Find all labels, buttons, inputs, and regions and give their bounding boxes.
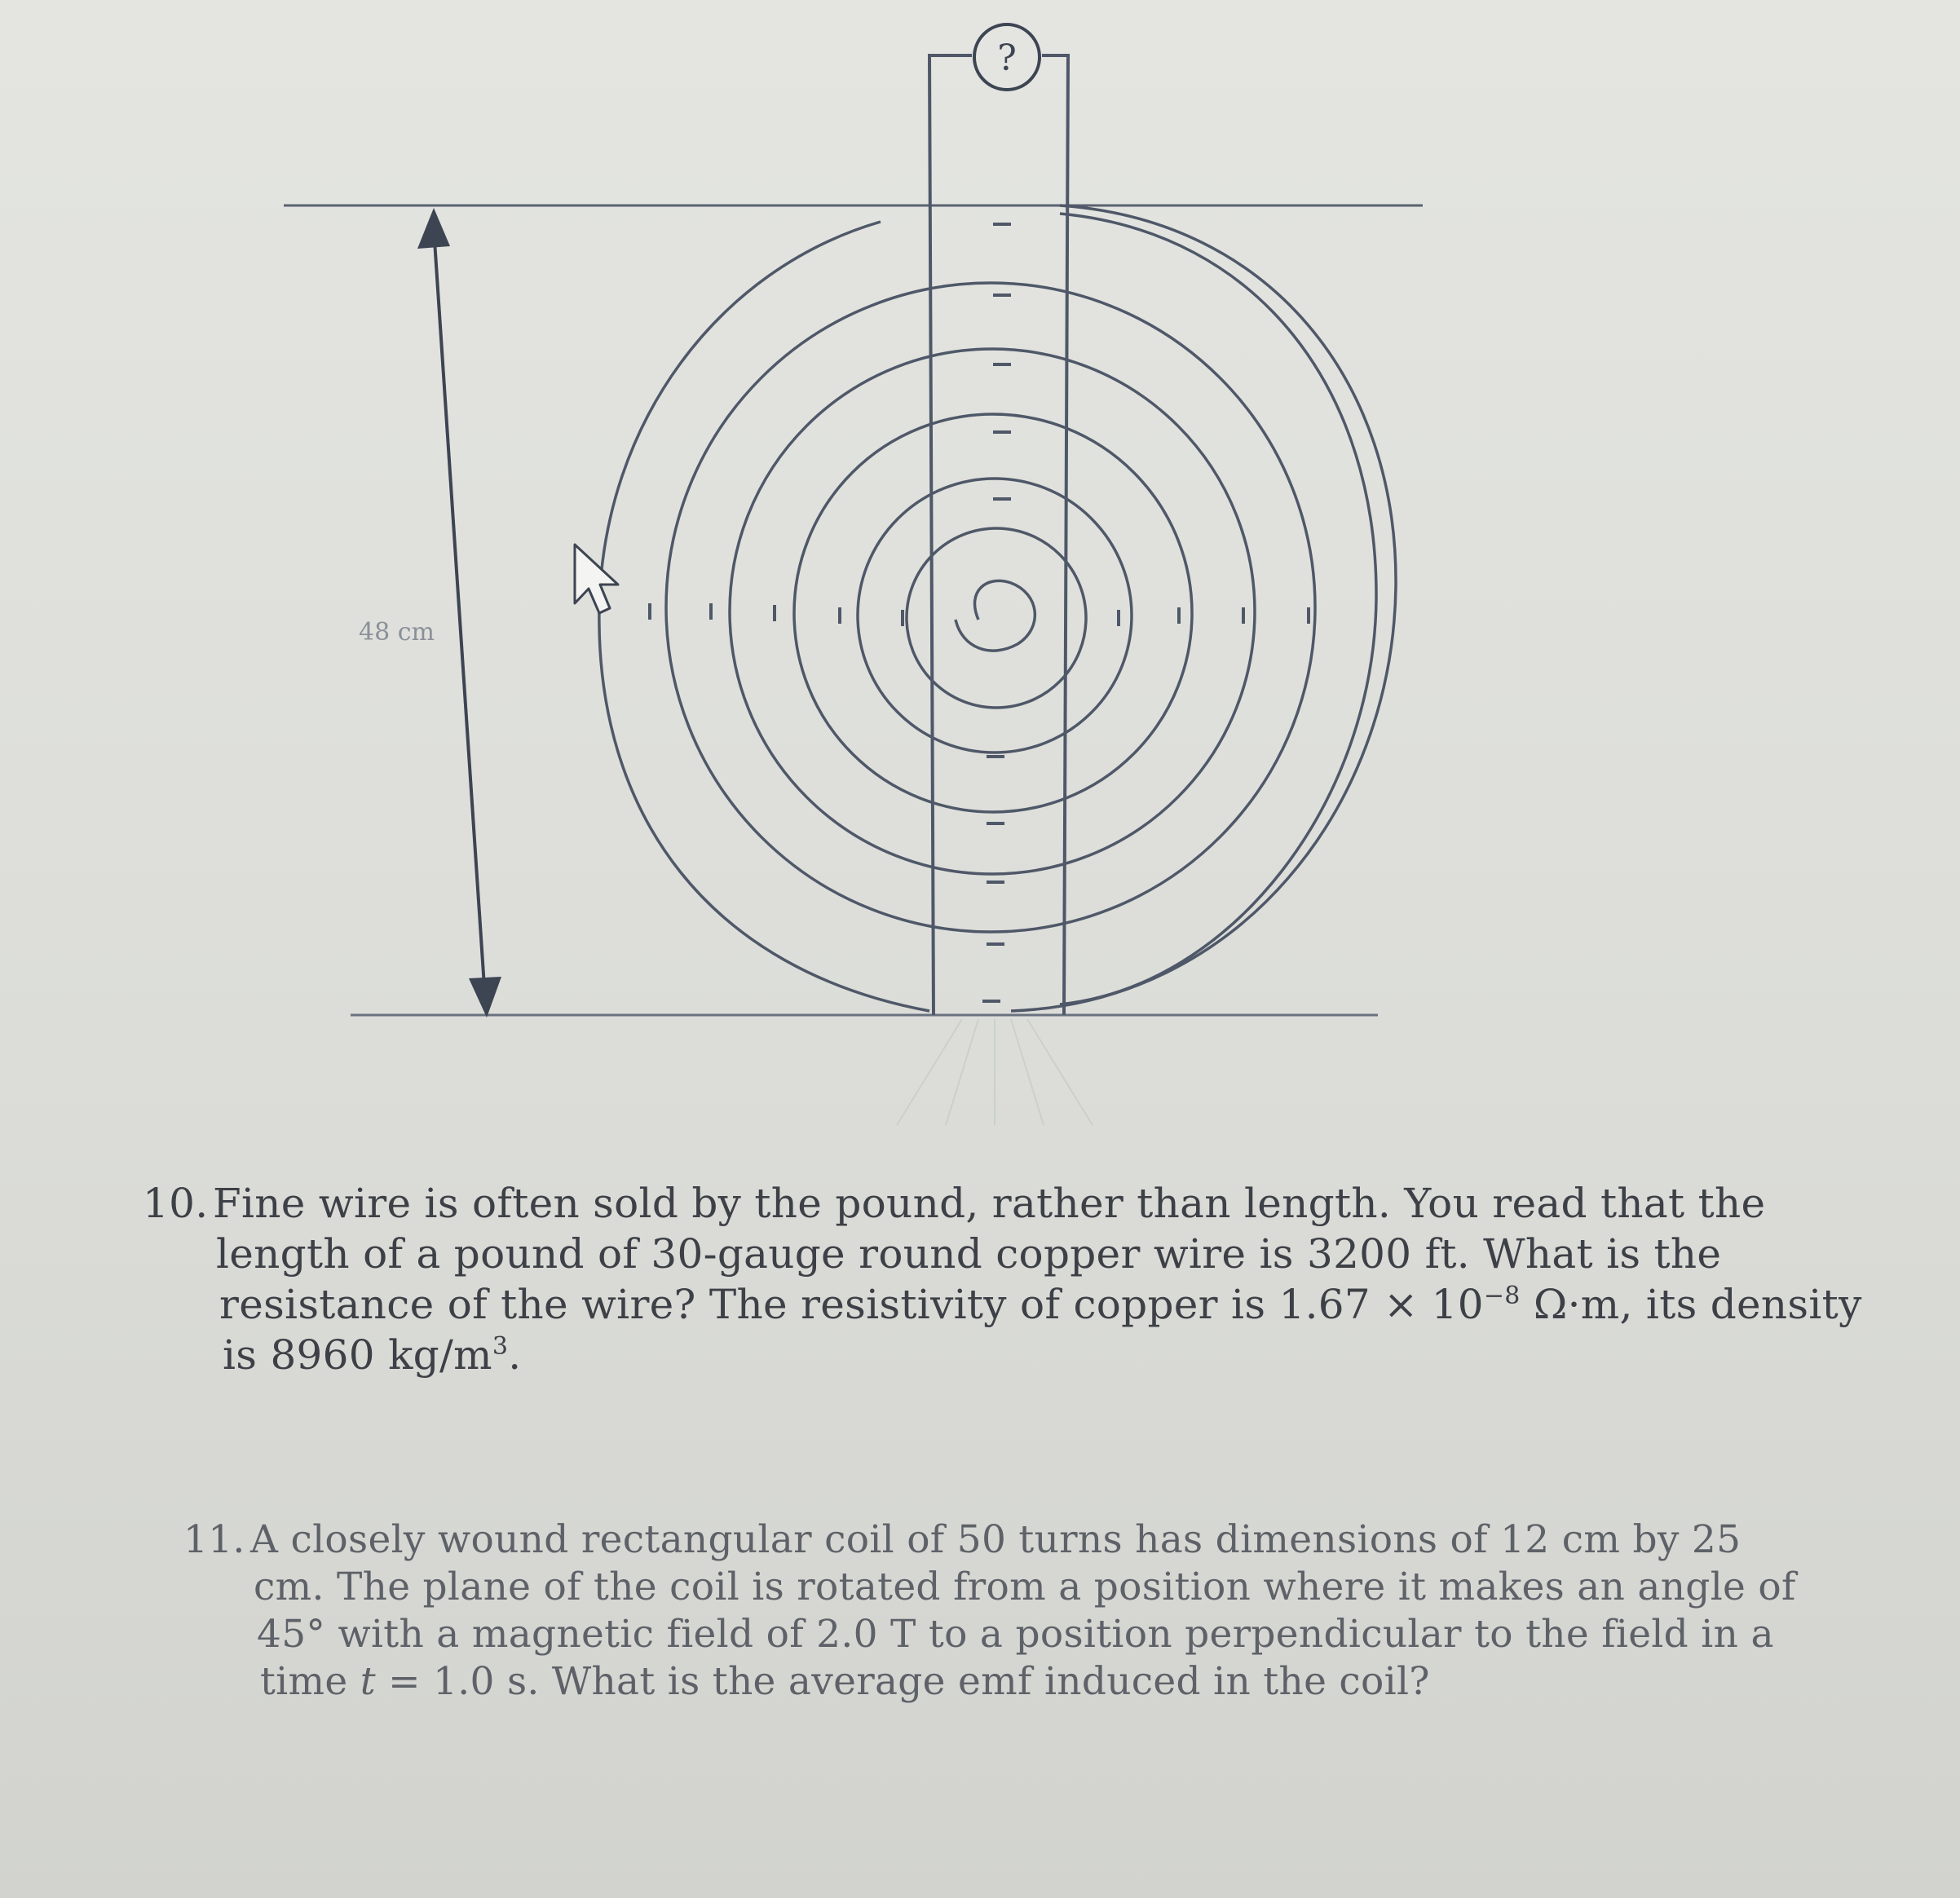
moire-line — [1011, 1019, 1044, 1125]
problem-11-line-4-end: = 1.0 s. What is the average emf induced in the coil? — [375, 1659, 1430, 1704]
spiral-center — [956, 580, 1035, 651]
spiral-turns — [599, 205, 1396, 1011]
spiral-turn-4 — [730, 349, 1255, 874]
direction-ticks — [650, 603, 1309, 626]
problem-10-line-3 — [219, 1279, 1862, 1330]
problem-11-time-variable: t — [360, 1659, 376, 1704]
moire-line — [897, 1019, 962, 1125]
vertical-ticks — [982, 224, 1011, 1001]
problem-10-line-3-end: Ω·m, its density — [1520, 1281, 1862, 1328]
problem-11-line-3: 45° with a magnetic field of 2.0 T to a position perpendicular to the field in a — [257, 1612, 1774, 1657]
spiral-turn-2 — [1060, 214, 1376, 1004]
dimension-arrow-line — [434, 228, 485, 999]
problem-10-line-4-text: is 8960 kg/m — [223, 1331, 492, 1379]
right-lead — [1042, 55, 1068, 1015]
problem-10-number: 10. — [143, 1180, 209, 1227]
dimension-arrow-bottom-icon — [469, 977, 501, 1017]
spiral-turn-3 — [666, 283, 1315, 932]
problem-11-line-1: A closely wound rectangular coil of 50 turns has dimensions of 12 cm by 25 — [250, 1517, 1741, 1562]
spiral-turn-6 — [858, 479, 1132, 753]
moire-line — [946, 1019, 978, 1125]
screen-moire — [897, 1019, 1093, 1125]
problem-10-line-4-end: . — [508, 1331, 522, 1379]
problem-10-cubed: 3 — [492, 1332, 509, 1361]
mouse-cursor-icon — [575, 545, 618, 613]
moire-line — [1027, 1019, 1093, 1125]
problem-11-number: 11. — [183, 1517, 245, 1562]
problem-10-line-3-text: resistance of the wire? The resistivity of copper is 1.67 × 10 — [219, 1281, 1484, 1328]
problem-10-line-1: Fine wire is often sold by the pound, rather than length. You read that the — [213, 1180, 1766, 1227]
problem-11-line-4-text: time — [260, 1659, 360, 1704]
problem-10-line-4 — [223, 1330, 521, 1380]
problem-11-line-4 — [260, 1658, 1430, 1706]
problem-10-line-2: length of a pound of 30-gauge round copper wire is 3200 ft. What is the — [216, 1230, 1722, 1278]
dimension-arrow-top-icon — [417, 208, 450, 249]
spiral-turn-1 — [1011, 205, 1396, 1011]
problem-10-exponent: −8 — [1483, 1282, 1521, 1310]
problem-11-line-2: cm. The plane of the coil is rotated from a position where it makes an angle of — [254, 1565, 1796, 1609]
dimension-label: 48 cm — [359, 618, 435, 647]
meter-symbol: ? — [997, 38, 1017, 79]
